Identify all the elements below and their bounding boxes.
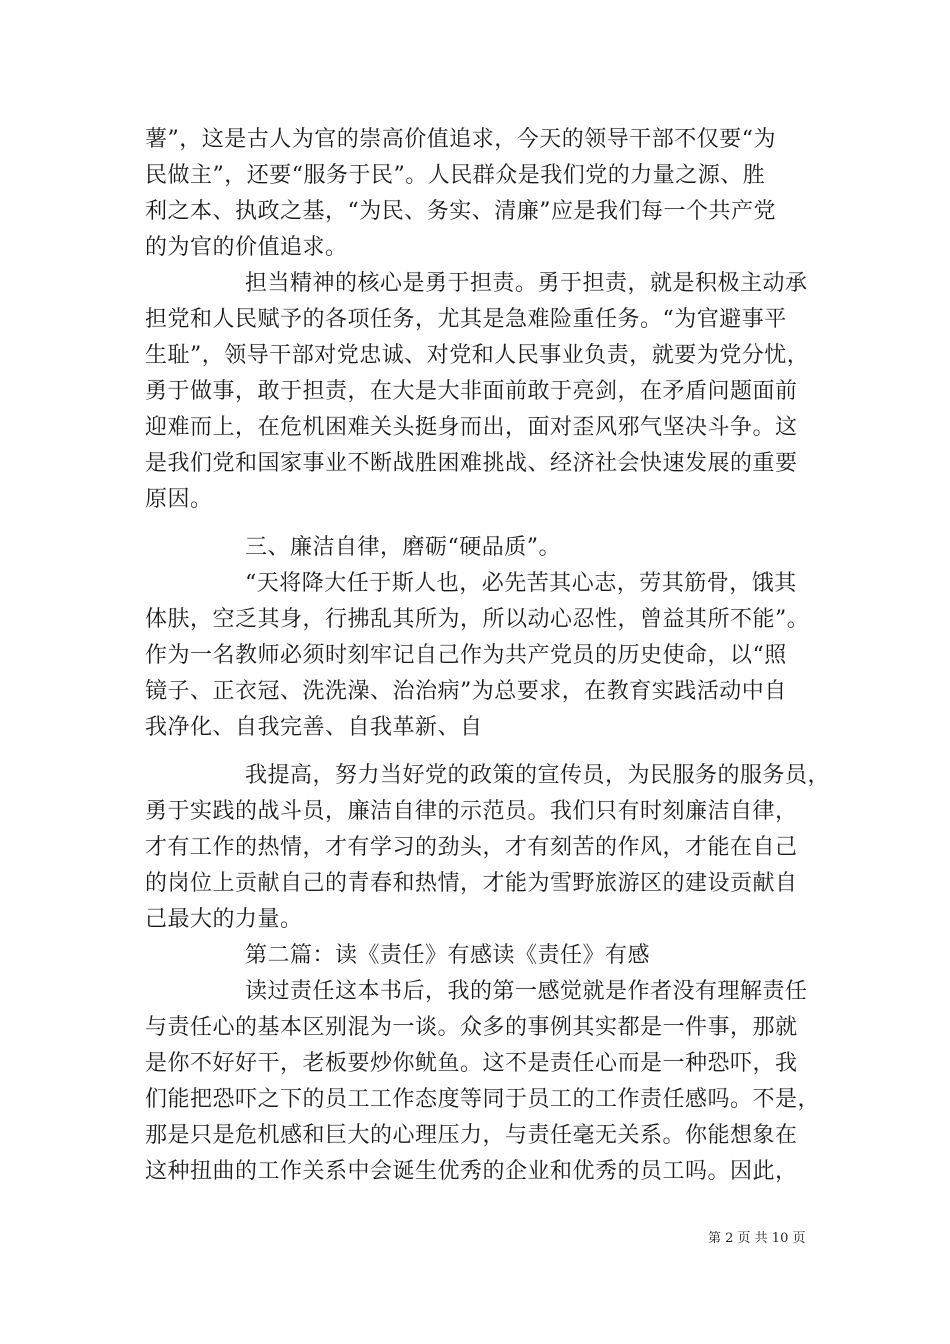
text-line: 是你不好好干，老板要炒你鱿鱼。这不是责任心而是一种恐吓，我	[145, 1051, 798, 1076]
text-line: 我净化、自我完善、自我革新、自	[145, 715, 483, 740]
text-line: 生耻”，领导干部对党忠诚、对党和人民事业负责，就要为党分忧，	[145, 343, 810, 368]
chapter-heading: 第二篇：读《责任》有感读《责任》有感	[245, 943, 651, 968]
text-line: 与责任心的基本区别混为一谈。众多的事例其实都是一件事，那就	[145, 1015, 798, 1040]
text-line: 是我们党和国家事业不断战胜困难挑战、经济社会快速发展的重要	[145, 451, 798, 476]
text-line: 民做主”，还要“服务于民”。人民群众是我们党的力量之源、胜	[145, 163, 766, 188]
page-footer: 第 2 页 共 10 页	[708, 1231, 806, 1246]
text-line: 原因。	[145, 487, 213, 512]
text-line: 这种扭曲的工作关系中会诞生优秀的企业和优秀的员工吗。因此，	[145, 1159, 798, 1184]
text-line: 薯”，这是古人为官的崇高价值追求，今天的领导干部不仅要“为	[145, 127, 776, 152]
text-line: 们能把恐吓之下的员工工作态度等同于员工的工作责任感吗。不是，	[145, 1087, 821, 1112]
text-line: 我提高，努力当好党的政策的宣传员，为民服务的服务员，	[245, 763, 831, 788]
text-line: 担当精神的核心是勇于担责。勇于担责，就是积极主动承	[245, 271, 808, 296]
text-line: 镜子、正衣冠、洗洗澡、治治病”为总要求，在教育实践活动中自	[145, 679, 787, 704]
text-line: “天将降大任于斯人也，必先苦其心志，劳其筋骨，饿其	[245, 571, 797, 596]
text-line: 迎难而上，在危机困难关头挺身而出，面对歪风邪气坚决斗争。这	[145, 415, 798, 440]
text-line: 己最大的力量。	[145, 907, 303, 932]
text-line: 勇于做事，敢于担责，在大是大非面前敢于亮剑，在矛盾问题面前	[145, 379, 798, 404]
text-line: 勇于实践的战斗员，廉洁自律的示范员。我们只有时刻廉洁自律，	[145, 799, 798, 824]
text-line: 那是只是危机感和巨大的心理压力，与责任毫无关系。你能想象在	[145, 1123, 798, 1148]
text-line: 读过责任这本书后，我的第一感觉就是作者没有理解责任	[245, 979, 808, 1004]
text-line: 体肤，空乏其身，行拂乱其所为，所以动心忍性，曾益其所不能”。	[145, 607, 810, 632]
text-line: 作为一名教师必须时刻牢记自己作为共产党员的历史使命，以“照	[145, 643, 787, 668]
section-heading: 三、廉洁自律，磨砺“硬品质”。	[245, 535, 561, 560]
text-line: 才有工作的热情，才有学习的劲头，才有刻苦的作风，才能在自己	[145, 835, 798, 860]
text-line: 利之本、执政之基，“为民、务实、清廉”应是我们每一个共产党	[145, 199, 776, 224]
text-line: 的岗位上贡献自己的青春和热情，才能为雪野旅游区的建设贡献自	[145, 871, 798, 896]
text-line: 的为官的价值追求。	[145, 235, 348, 260]
text-line: 担党和人民赋予的各项任务，尤其是急难险重任务。“为官避事平	[145, 307, 787, 332]
